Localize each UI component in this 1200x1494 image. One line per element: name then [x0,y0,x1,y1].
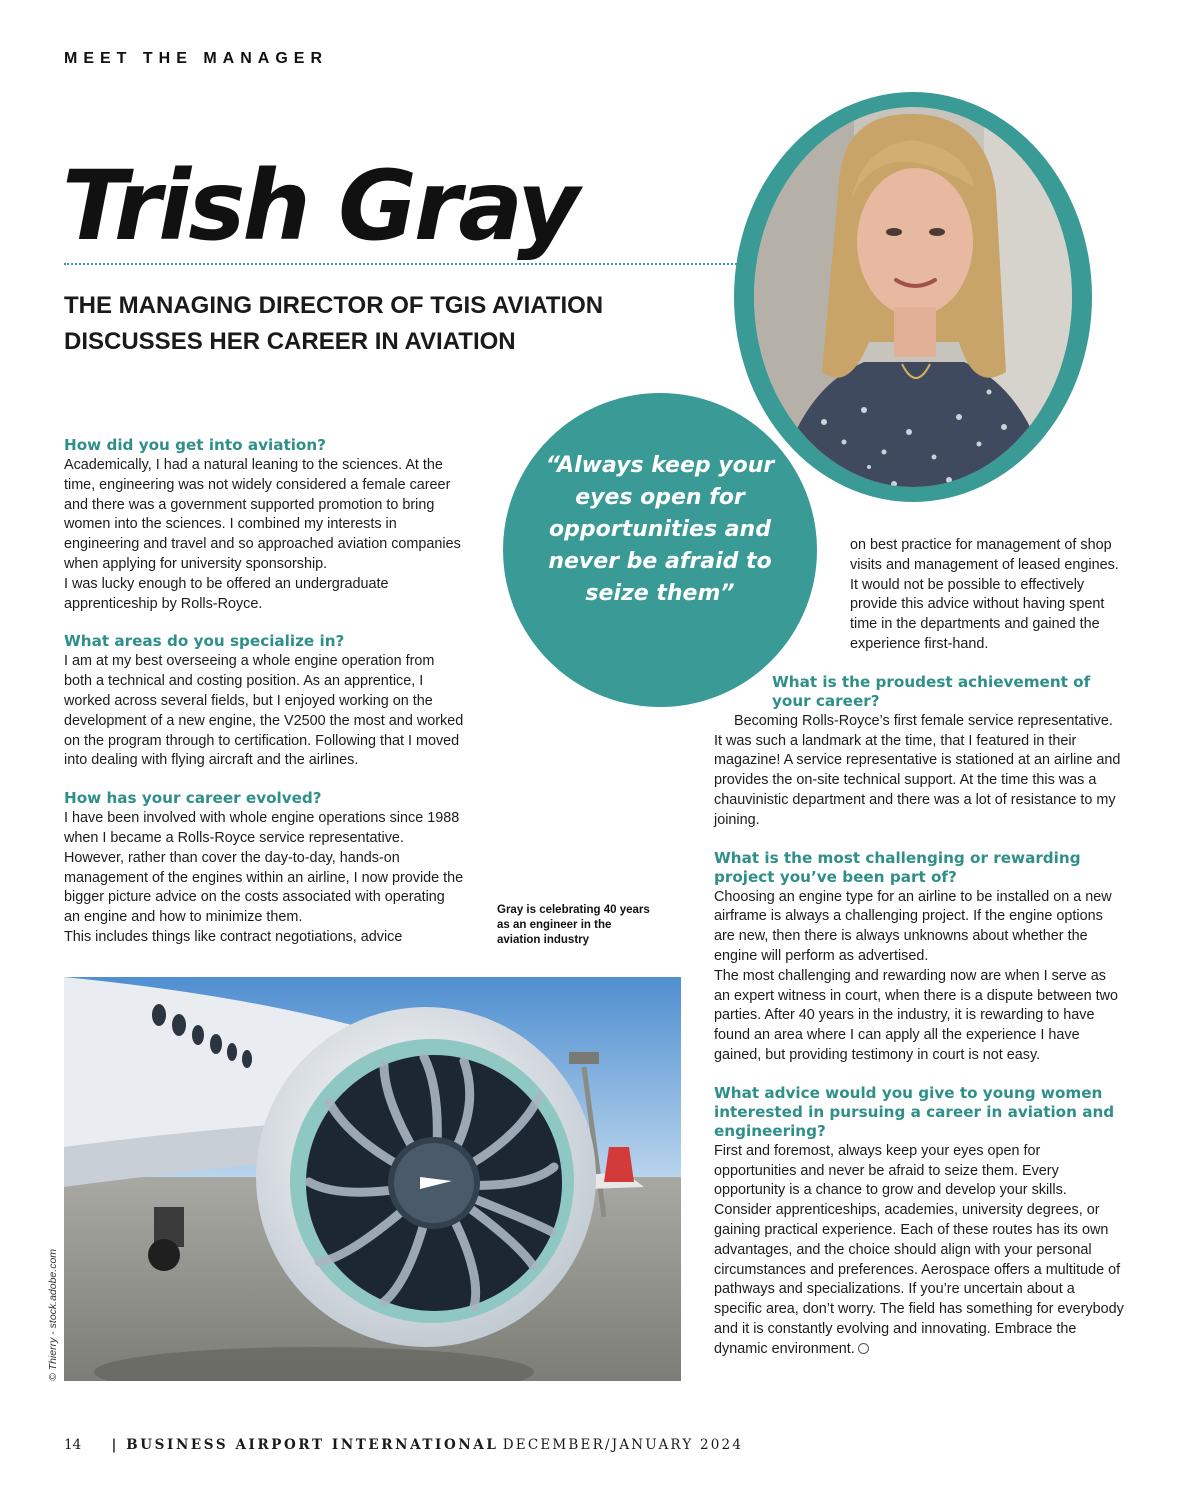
question-heading: How has your career evolved? [64,789,322,808]
issue-date: DECEMBER/JANUARY 2024 [502,1437,744,1453]
portrait-photo [734,92,1092,502]
left-column [64,436,464,966]
page-footer [64,1437,743,1453]
end-of-article-circle-icon [858,1343,869,1354]
answer-paragraph: I have been involved with whole engine operations since 1988 when I became a Rolls-Royce service representative. However, rather than cover the day-to-day, hands-on management of the engines within an airline, I now provide the bigger picture advice on the costs associated with operating an engine and how to minimize them. This includes things like contract negotiations, advice [64,810,464,945]
photo-credit: © Thierry - stock.adobe.com [47,1248,59,1381]
answer-paragraph: Choosing an engine type for an airline to be installed on a new airframe is always a challenging project. If the engine options are new, then there is always unknowns about whether the engine will perform as advertised. The most challenging and rewarding now are when I serve as an expert witness in court, when there is a dispute between two parties. After 40 years in the industry, it is rewarding to have found an area where I can apply all the experience I have gained, but providing testimony in court is not easy. [714,888,1118,1063]
page-title: Trish Gray [62,150,577,262]
continued-paragraph: on best practice for management of shop visits and management of leased engines. It would not be possible to effectively provide this advice without having spent time in the departments and gained the experience first-hand. [850,537,1119,652]
answer-paragraph: Becoming Rolls-Royce’s first female service representative. It was such a landmark at the time, that I featured in their magazine! A service representative is stationed at an airline and provides the on-site technical support. At the time this was a chauvinistic department and there was a lot of resistance to my joining. [714,712,1125,828]
question-heading: What areas do you specialize in? [64,632,345,651]
photo-caption: Gray is celebrating 40 years as an engineer in the aviation industry [497,904,650,946]
answer-paragraph: Academically, I had a natural leaning to the sciences. At the time, engineering was not widely considered a female career and there was a government supported promotion to bring women into the sciences. I combined my interests in engineering and travel and so approached aviation companies when applying for university sponsorship. I was lucky enough to be offered an undergraduate apprenticeship by Rolls-Royce. [64,457,461,612]
engine-photo [64,977,681,1381]
question-heading: What advice would you give to young women interested in pursuing a career in aviation and engineering? [714,1083,1115,1140]
kicker: MEET THE MANAGER [64,50,328,67]
right-column [714,536,1124,1378]
question-heading: How did you get into aviation? [64,436,326,454]
question-heading: What is the most challenging or rewarding project you’ve been part of? [714,848,1081,886]
answer-paragraph [714,1142,1124,1360]
answer-paragraph: I am at my best overseeing a whole engine operation from both a technical and costing position. As an apprentice, I worked across several fields, but I enjoyed working on the development of a new engine, the V2500 the most and worked on the program through to certification. Following that I moved into dealing with flying aircraft and the airlines. [64,653,464,769]
answer-text: First and foremost, always keep your eyes open for opportunities and never be afraid to seize them. Every opportunity is a chance to grow and develop your skills. Consider apprenticeships, academies, university degrees, or gaining practical experience. Each of these routes has its own advantages, and the choice should align with your personal circumstances and preferences. Aerospace offers a multitude of pathways and specializations. If you’re uncertain about a specific area, don’t worry. The field has something for everybody and it is constantly evolving and innovating. Embrace the dynamic environment. [714,1142,1124,1357]
question-heading: What is the proudest achievement of your career? [772,672,1091,710]
dotted-divider [64,263,744,265]
publication-name: | BUSINESS AIRPORT INTERNATIONAL [111,1437,499,1453]
page-number: 14 [64,1437,82,1453]
pull-quote-text: “Always keep your eyes open for opportunities and never be afraid to seize them” [545,453,775,606]
subtitle: THE MANAGING DIRECTOR OF TGIS AVIATION DISCUSSES HER CAREER IN AVIATION [64,292,604,355]
